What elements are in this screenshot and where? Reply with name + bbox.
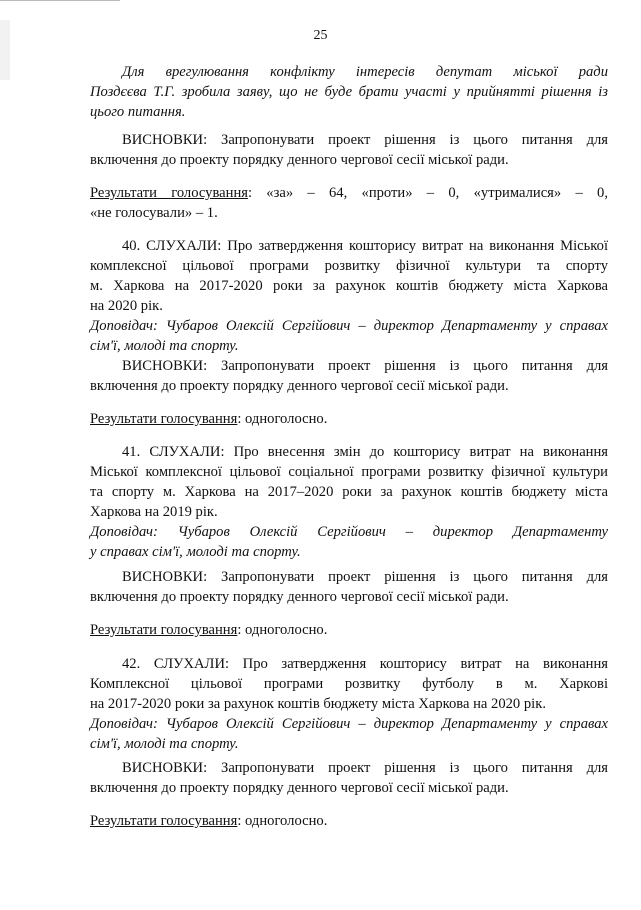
voting-counts: : «за» – 64, «проти» – 0, «утрималися» – 0, bbox=[247, 185, 608, 201]
item-40-heard: 40. СЛУХАЛИ: bbox=[122, 238, 222, 254]
conclusion-4: ВИСНОВКИ: Запропонувати проект рішення із цього питання для включення до проекту порядку денного чергової сесії міської ради. bbox=[90, 760, 608, 796]
conflict-statement bbox=[90, 62, 608, 122]
conclusion-line-2: включення до проекту порядку денного чергової сесії міської ради. bbox=[90, 152, 509, 168]
item-40: 40. СЛУХАЛИ: Про затвердження кошторису витрат на виконання Міської комплексної цільової програми розвитку фізичної культури та спорту м. Харкова на 2017-2020 роки за рахунок коштів бюджету міста Харкова на 2020 рік. Доповідач: Чубаров Олексій Сергійович – директор Департаменту у справах сім'ї, молоді та спорту. bbox=[90, 238, 608, 354]
conflict-line-1: Для врегулювання конфлікту інтересів депутат міської ради bbox=[122, 64, 608, 80]
conclusion-text: Запропонувати проект рішення із цього питання для bbox=[207, 132, 608, 148]
voting-counts-line-2: «не голосували» – 1. bbox=[90, 205, 218, 221]
conflict-line-3: цього питання. bbox=[90, 104, 186, 120]
item-41: 41. СЛУХАЛИ: Про внесення змін до кошторису витрат на виконання Міської комплексної цільової соціальної програми розвитку фізичної культури та спорту м. Харкова на 2017–2020 роки за рахунок коштів бюджету міста Харкова на 2019 рік. Доповідач: Чубаров Олексій Сергійович – директор Департаменту у справах сім'ї, молоді та спорту. bbox=[90, 444, 609, 560]
scan-edge-line bbox=[0, 0, 120, 1]
item-40-speaker: Доповідач: Чубаров Олексій Сергійович – директор Департаменту у справах bbox=[90, 318, 608, 334]
item-42-heard: 42. СЛУХАЛИ: bbox=[122, 656, 230, 672]
item-41-heard: 41. СЛУХАЛИ: bbox=[122, 444, 225, 460]
item-42-speaker: Доповідач: Чубаров Олексій Сергійович – директор Департаменту у справах bbox=[90, 716, 608, 732]
voting-label: Результати голосування bbox=[90, 185, 248, 201]
item-42: 42. СЛУХАЛИ: Про затвердження кошторису витрат на виконання Комплексної цільової програми розвитку футболу в м. Харкові на 2017-2020 роки за рахунок коштів бюджету міста Харкова на 2020 рік. Доповідач: Чубаров Олексій Сергійович – директор Департаменту у справах сім'ї, молоді та спорту. bbox=[90, 656, 609, 752]
conclusion-2: ВИСНОВКИ: Запропонувати проект рішення із цього питання для включення до проекту порядку денного чергової сесії міської ради. bbox=[90, 358, 608, 394]
voting-result-3: Результати голосування: одноголосно. bbox=[90, 622, 328, 638]
voting-result-2: Результати голосування: одноголосно. bbox=[90, 411, 328, 427]
voting-result-1 bbox=[90, 183, 608, 223]
conflict-line-2: Поздєєва Т.Г. зробила заяву, що не буде брати участі у прийнятті рішення із bbox=[90, 84, 608, 100]
item-41-speaker: Доповідач: Чубаров Олексій Сергійович – директор Департаменту bbox=[90, 524, 608, 540]
conclusion-1 bbox=[90, 130, 608, 170]
conclusion-label: ВИСНОВКИ: bbox=[122, 132, 208, 148]
conclusion-3: ВИСНОВКИ: Запропонувати проект рішення із цього питання для включення до проекту порядку денного чергової сесії міської ради. bbox=[90, 569, 608, 605]
voting-result-4: Результати голосування: одноголосно. bbox=[90, 813, 328, 829]
page-number: 25 bbox=[313, 28, 328, 43]
